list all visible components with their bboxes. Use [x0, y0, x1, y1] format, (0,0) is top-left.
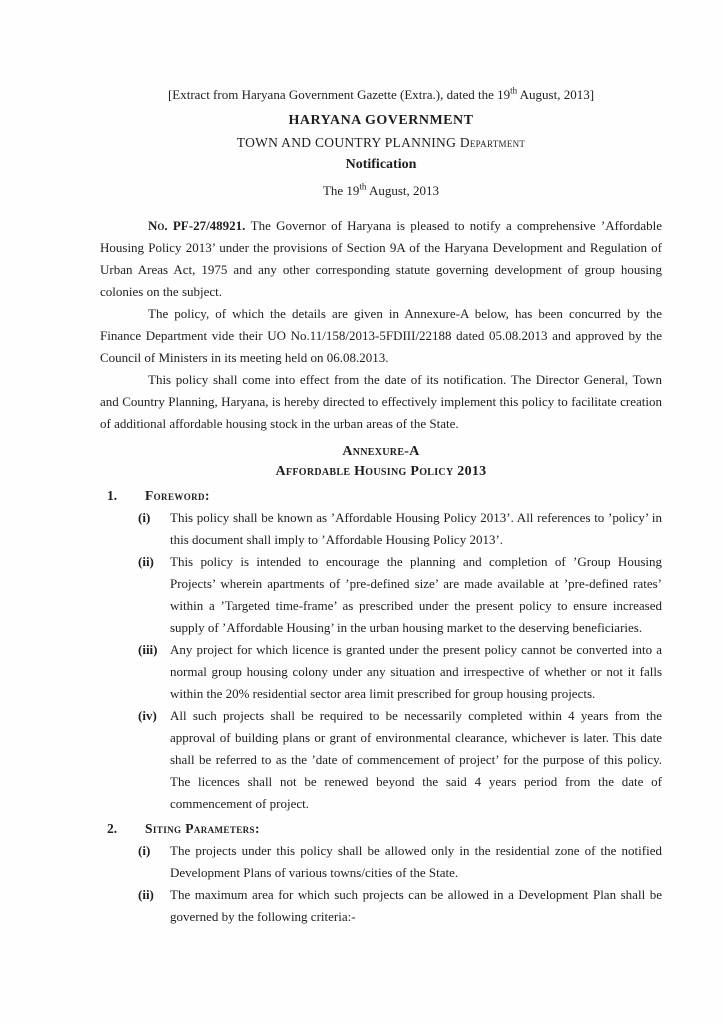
list-item-label: (i)	[138, 843, 151, 858]
opening-paragraph-text: The Governor of Haryana is pleased to notify a comprehensive ’Affordable Housing Policy 2013’ under the provisions of Section 9A of the Haryana Development and Regulation of Urban Areas Act, 1975 and any other corresponding statute governing development of group housing colonies on the subject.	[100, 218, 663, 299]
list-item-label: (i)	[138, 510, 151, 525]
ref-number: PF-27/48921.	[172, 218, 246, 233]
date-text-suffix: August, 2013	[366, 183, 440, 198]
notification-date	[100, 180, 662, 202]
list-item-label: (iv)	[138, 708, 157, 723]
department-line	[100, 132, 662, 154]
list-item-2-i	[100, 840, 662, 884]
section-title: Siting Parameters:	[145, 821, 260, 836]
list-item-text: The maximum area for which such projects can be allowed in a Development Plan shall be governed by the following criteria:-	[170, 887, 662, 924]
notification-heading: Notification	[345, 157, 417, 172]
annexure-title: Annexure-A	[342, 444, 420, 459]
government-title: HARYANA GOVERNMENT	[288, 113, 474, 128]
ordinal-superscript: th	[510, 85, 518, 96]
list-item-1-ii	[100, 551, 662, 639]
section-title: Foreword:	[145, 488, 210, 503]
list-item-1-i	[100, 507, 662, 551]
concurrence-paragraph: The policy, of which the details are given in Annexure-A below, has been concurred by the Finance Department vide their UO No.11/158/2013-5FDIII/22188 dated 05.08.2013 and approved by the Council of Ministers in its meeting held on 06.08.2013.	[100, 306, 662, 365]
list-item-text: All such projects shall be required to be necessarily completed within 4 years from the approval of building plans or grant of environmental clearance, whichever is later. This date shall be referred to as the ’date of commencement of project’ for the purpose of this policy. The licences shall not be renewed beyond the said 4 years period from the date of commencement of project.	[170, 708, 662, 811]
extract-text-suffix: August, 2013]	[517, 87, 595, 102]
gazette-extract-line	[100, 84, 662, 106]
effect-paragraph: This policy shall come into effect from the date of its notification. The Director General, Town and Country Planning, Haryana, is hereby directed to effectively implement this policy to facilitate creation of additional affordable housing stock in the urban areas of the State.	[100, 372, 662, 431]
list-item-1-iii	[100, 639, 662, 705]
list-item-label: (ii)	[138, 554, 154, 569]
extract-text-prefix: [Extract from Haryana Government Gazette (Extra.), dated the 19	[167, 87, 511, 102]
section-1-heading	[100, 485, 662, 507]
opening-paragraph	[100, 215, 662, 303]
department-caps-text: TOWN AND COUNTRY PLANNING	[236, 135, 460, 150]
list-item-2-ii	[100, 884, 662, 928]
list-item-label: (ii)	[138, 887, 154, 902]
section-number: 2.	[107, 821, 118, 836]
list-item-label: (iii)	[138, 642, 158, 657]
list-item-text: The projects under this policy shall be allowed only in the residential zone of the notified Development Plans of various towns/cities of the State.	[170, 843, 662, 880]
list-item-1-iv	[100, 705, 662, 815]
list-item-text: This policy shall be known as ’Affordable Housing Policy 2013’. All references to ’policy’ in this document shall imply to ’Affordable Housing Policy 2013’.	[170, 510, 662, 547]
list-item-text: Any project for which licence is granted under the present policy cannot be converted into a normal group housing colony under any situation and irrespective of whether or not it falls within the 20% residential sector area limit prescribed for group housing projects.	[170, 642, 662, 701]
ref-number-label: No.	[148, 218, 168, 233]
date-text-prefix: The 19	[322, 183, 360, 198]
department-smallcaps-text: Department	[459, 135, 526, 150]
annexure-subtitle: Affordable Housing Policy 2013	[275, 464, 487, 479]
document-content	[100, 84, 662, 928]
list-item-text: This policy is intended to encourage the planning and completion of ’Group Housing Projects’ wherein apartments of ’pre-defined size’ are made available at ’pre-defined rates’ within a ’Targeted time-frame’ as prescribed under the present policy to ensure increased supply of ’Affordable Housing’ in the urban housing market to the deserving beneficiaries.	[170, 554, 662, 635]
section-number: 1.	[107, 488, 118, 503]
section-2-heading	[100, 818, 662, 840]
ordinal-superscript: th	[359, 181, 367, 192]
